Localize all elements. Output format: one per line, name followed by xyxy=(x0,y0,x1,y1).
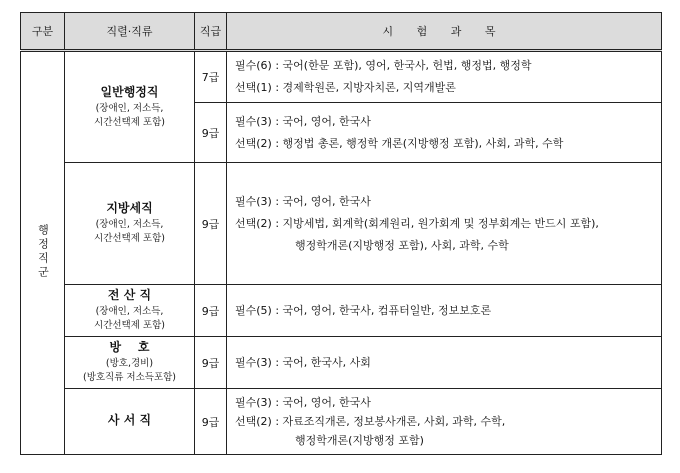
subject-line: 선택(2) : 지방세법, 회계학(회계원리, 원가회계 및 정부회계는 반드시 포함), xyxy=(235,216,599,230)
table-row xyxy=(21,51,662,103)
subjects-cell xyxy=(227,163,662,285)
position-cell xyxy=(65,163,195,285)
category-cell xyxy=(21,51,65,455)
subject-line: 필수(3) : 국어, 한국사, 사회 xyxy=(235,355,371,369)
position-name: 전 산 직 xyxy=(107,288,152,302)
table-row xyxy=(21,389,662,455)
exam-subjects-table xyxy=(20,12,662,455)
table-header-row xyxy=(21,13,662,51)
subject-line: 선택(1) : 경제학원론, 지방자치론, 지역개발론 xyxy=(235,81,456,94)
position-note: 시간선택제 포함) xyxy=(94,320,165,331)
subject-line: 필수(6) : 국어(한문 포함), 영어, 한국사, 헌법, 행정법, 행정학 xyxy=(235,59,532,72)
position-note: 시간선택제 포함) xyxy=(94,116,165,128)
exam-subjects-table-container xyxy=(20,12,661,455)
subject-line: 선택(2) : 행정법 총론, 행정학 개론(지방행정 포함), 사회, 과학, 수학 xyxy=(235,136,564,150)
subject-line: 선택(2) : 자료조직개론, 정보봉사개론, 사회, 과학, 수학, xyxy=(235,415,506,428)
subject-line: 행정학개론(지방행정 포함), 사회, 과학, 수학 xyxy=(295,238,509,252)
position-note: (방호직류 저소득포함) xyxy=(82,372,177,383)
subject-line: 필수(3) : 국어, 영어, 한국사 xyxy=(235,194,371,208)
position-note: (방호,경비) xyxy=(105,358,154,369)
subject-line: 행정학개론(지방행정 포함) xyxy=(295,434,424,447)
position-cell xyxy=(65,389,195,455)
position-name: 일반행정직 xyxy=(100,84,159,99)
position-note: (장애인, 저소득, xyxy=(95,102,164,114)
position-cell xyxy=(65,285,195,337)
header-position: 직렬·직류 xyxy=(65,13,195,51)
header-grade: 직급 xyxy=(195,13,227,51)
subjects-cell xyxy=(227,337,662,389)
position-name: 지방세직 xyxy=(106,201,153,215)
subject-line: 필수(5) : 국어, 영어, 한국사, 컴퓨터일반, 정보보호론 xyxy=(235,303,492,317)
subjects-cell xyxy=(227,389,662,455)
subjects-cell xyxy=(227,51,662,103)
position-cell xyxy=(65,337,195,389)
position-note: (장애인, 저소득, xyxy=(95,306,164,317)
position-note: (장애인, 저소득, xyxy=(95,219,164,230)
table-row xyxy=(21,163,662,285)
subject-line: 필수(3) : 국어, 영어, 한국사 xyxy=(235,396,371,409)
table-row xyxy=(21,337,662,389)
subjects-cell xyxy=(227,285,662,337)
position-note: 시간선택제 포함) xyxy=(94,233,165,244)
grade-cell: 9급 xyxy=(195,285,227,337)
grade-cell: 9급 xyxy=(195,337,227,389)
grade-cell: 7급 xyxy=(195,51,227,103)
category-label: 행정직군 xyxy=(36,223,50,280)
grade-cell: 9급 xyxy=(195,163,227,285)
header-subjects: 시 험 과 목 xyxy=(227,13,662,51)
table-row xyxy=(21,285,662,337)
position-name: 사 서 직 xyxy=(107,413,152,427)
position-cell xyxy=(65,51,195,163)
subjects-cell xyxy=(227,103,662,163)
position-name: 방 호 xyxy=(109,340,150,354)
header-category: 구분 xyxy=(21,13,65,51)
subject-line: 필수(3) : 국어, 영어, 한국사 xyxy=(235,114,371,128)
grade-cell: 9급 xyxy=(195,103,227,163)
grade-cell: 9급 xyxy=(195,389,227,455)
